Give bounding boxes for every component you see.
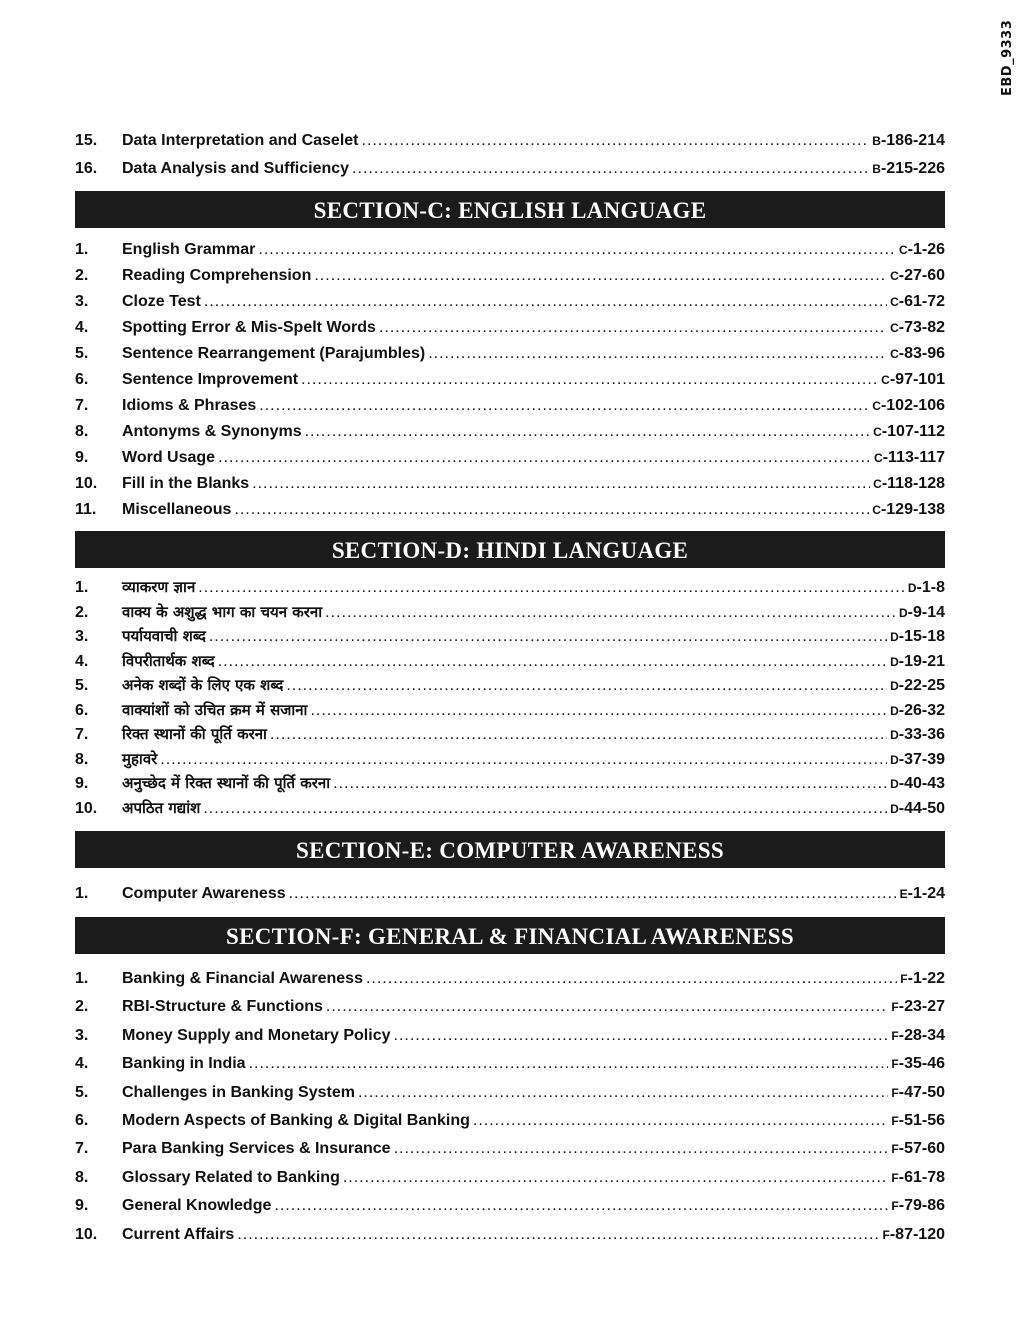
entry-pages xyxy=(890,341,945,367)
page-range: -9-14 xyxy=(907,603,945,621)
page-prefix: D xyxy=(898,605,908,620)
page-prefix: F xyxy=(891,1113,899,1128)
dot-leader xyxy=(218,445,871,471)
entry-number: 6. xyxy=(75,1111,89,1129)
page-range: -51-56 xyxy=(898,1111,945,1129)
dot-leader xyxy=(204,289,887,315)
page-range: -97-101 xyxy=(889,371,945,388)
toc-entry xyxy=(75,673,945,698)
entry-pages xyxy=(890,772,945,796)
page-range: -61-72 xyxy=(898,293,945,310)
toc-entry xyxy=(75,497,945,523)
dot-leader xyxy=(252,471,870,497)
page-prefix: D xyxy=(890,801,899,816)
dot-leader xyxy=(394,1022,889,1050)
toc-entry xyxy=(75,1164,945,1192)
dot-leader xyxy=(314,263,887,289)
section-d-list xyxy=(75,575,945,820)
page-range: -186-214 xyxy=(880,132,945,149)
entry-pages xyxy=(881,367,945,393)
entry-pages xyxy=(890,625,945,649)
toc-entry xyxy=(75,341,945,367)
page-range: -215-226 xyxy=(880,160,945,177)
page-range: -40-43 xyxy=(898,775,945,792)
entry-pages xyxy=(890,674,945,698)
entry-number: 1. xyxy=(75,579,89,596)
page-prefix: D xyxy=(890,728,899,742)
page-range: -118-128 xyxy=(881,475,945,492)
toc-entry xyxy=(75,263,945,289)
entry-title: अनेक शब्दों के लिए एक शब्द xyxy=(122,676,284,694)
entry-number: 3. xyxy=(75,293,89,310)
toc-entry xyxy=(75,155,945,183)
page-prefix: F xyxy=(882,1227,890,1242)
dot-leader xyxy=(352,155,869,183)
entry-pages xyxy=(883,1221,946,1249)
entry-title: रिक्त स्थानों की पूर्ति करना xyxy=(122,725,267,743)
entry-title: अनुच्छेद में रिक्त स्थानों की पूर्ति करना xyxy=(122,774,331,792)
page-prefix: C xyxy=(890,347,899,361)
entry-number: 2. xyxy=(75,267,89,284)
section-b-list xyxy=(75,127,945,183)
dot-leader xyxy=(209,625,887,649)
entry-title: मुहावरे xyxy=(122,749,158,768)
entry-title: पर्यायवाची शब्द xyxy=(122,627,206,645)
entry-title: Word Usage xyxy=(122,449,216,466)
entry-number: 16. xyxy=(75,160,98,177)
dot-leader xyxy=(473,1107,889,1135)
dot-leader xyxy=(218,650,887,674)
page-prefix: D xyxy=(907,581,917,595)
entry-pages xyxy=(900,965,945,993)
entry-pages xyxy=(890,748,945,772)
entry-title: RBI-Structure & Functions xyxy=(122,998,323,1016)
entry-number: 15. xyxy=(75,132,98,149)
page-prefix: D xyxy=(890,703,899,718)
entry-number: 10. xyxy=(75,475,98,492)
dot-leader xyxy=(379,315,887,341)
entry-title: Antonyms & Synonyms xyxy=(122,423,302,440)
page-range: -23-27 xyxy=(898,998,945,1016)
page-prefix: D xyxy=(890,654,899,669)
toc-entry xyxy=(75,127,945,155)
entry-number: 7. xyxy=(75,726,89,743)
entry-number: 8. xyxy=(75,750,89,768)
page-prefix: C xyxy=(890,269,899,283)
entry-title: English Grammar xyxy=(122,241,256,258)
entry-pages xyxy=(890,263,945,289)
toc-entry xyxy=(75,419,945,445)
entry-pages xyxy=(891,993,945,1021)
toc-entry xyxy=(75,771,945,796)
entry-title: Miscellaneous xyxy=(122,501,232,518)
entry-number: 5. xyxy=(75,1083,89,1101)
page-range: -37-39 xyxy=(898,750,945,768)
page-range: -73-82 xyxy=(898,319,945,336)
entry-pages xyxy=(872,393,945,419)
page-prefix: C xyxy=(873,425,882,439)
page-range: -57-60 xyxy=(898,1140,945,1158)
page-prefix: C xyxy=(873,477,882,491)
section-e-list xyxy=(75,880,945,908)
entry-number: 3. xyxy=(75,628,89,645)
entry-number: 10. xyxy=(75,1225,98,1243)
entry-pages xyxy=(873,471,945,497)
entry-number: 8. xyxy=(75,423,89,440)
entry-pages xyxy=(890,797,945,821)
toc-entry xyxy=(75,722,945,747)
entry-number: 9. xyxy=(75,1197,89,1215)
toc-entry xyxy=(75,600,945,625)
dot-leader xyxy=(289,880,897,908)
page-prefix: F xyxy=(891,1057,899,1072)
section-c-heading: SECTION-C: ENGLISH LANGUAGE xyxy=(75,191,945,228)
toc-entry xyxy=(75,965,945,993)
page-range: -129-138 xyxy=(880,501,945,518)
page-range: -33-36 xyxy=(898,726,945,743)
toc-entry xyxy=(75,1050,945,1078)
dot-leader xyxy=(234,497,869,523)
entry-title: Modern Aspects of Banking & Digital Banking xyxy=(122,1111,470,1129)
toc-entry xyxy=(75,575,945,600)
entry-pages xyxy=(890,699,945,723)
dot-leader xyxy=(325,601,896,625)
toc-entry xyxy=(75,993,945,1021)
page-prefix: B xyxy=(872,134,881,148)
toc-entry xyxy=(75,1135,945,1163)
entry-title: Idioms & Phrases xyxy=(122,397,257,414)
page-range: -26-32 xyxy=(898,701,945,719)
page-range: -27-60 xyxy=(898,267,945,284)
page-range: -83-96 xyxy=(898,345,945,362)
dot-leader xyxy=(274,1192,888,1220)
entry-title: Data Analysis and Sufficiency xyxy=(122,160,350,177)
page-range: -107-112 xyxy=(881,423,945,440)
toc-entry xyxy=(75,393,945,419)
section-f-heading: SECTION-F: GENERAL & FINANCIAL AWARENESS xyxy=(75,917,945,954)
entry-number: 7. xyxy=(75,397,89,414)
toc-entry xyxy=(75,471,945,497)
toc-entry xyxy=(75,445,945,471)
dot-leader xyxy=(259,393,869,419)
toc-entry xyxy=(75,1192,945,1220)
entry-title: Banking in India xyxy=(122,1055,246,1073)
entry-pages xyxy=(891,1022,945,1050)
page-range: -15-18 xyxy=(898,628,945,645)
toc-entry xyxy=(75,289,945,315)
entry-title: General Knowledge xyxy=(122,1197,272,1215)
entry-pages xyxy=(872,497,945,523)
entry-number: 5. xyxy=(75,677,89,694)
page-range: -87-120 xyxy=(889,1225,945,1243)
toc-entry xyxy=(75,1022,945,1050)
dot-leader xyxy=(237,1221,879,1249)
page-prefix: D xyxy=(890,630,899,644)
entry-number: 4. xyxy=(75,319,89,336)
section-d-heading: SECTION-D: HINDI LANGUAGE xyxy=(75,531,945,568)
page-range: -113-117 xyxy=(882,449,945,466)
toc-entry xyxy=(75,1221,945,1249)
dot-leader xyxy=(333,772,887,796)
entry-pages xyxy=(890,315,945,341)
entry-pages xyxy=(873,419,945,445)
entry-number: 4. xyxy=(75,652,89,670)
entry-title: विपरीतार्थक शब्द xyxy=(122,651,215,670)
section-f-list xyxy=(75,965,945,1249)
entry-title: Current Affairs xyxy=(122,1225,235,1243)
entry-title: वाक्य के अशुद्ध भाग का चयन करना xyxy=(122,602,323,621)
entry-pages xyxy=(891,1107,945,1135)
dot-leader xyxy=(249,1050,889,1078)
entry-pages xyxy=(891,1050,945,1078)
toc-entry xyxy=(75,315,945,341)
entry-pages xyxy=(899,237,945,263)
page-range: -19-21 xyxy=(898,652,945,670)
dot-leader xyxy=(343,1164,889,1192)
dot-leader xyxy=(362,127,870,155)
page-range: -44-50 xyxy=(898,799,945,817)
page-prefix: F xyxy=(891,1170,899,1185)
page-range: -1-8 xyxy=(916,579,945,596)
entry-title: Money Supply and Monetary Policy xyxy=(122,1026,391,1044)
dot-leader xyxy=(428,341,887,367)
page-prefix: F xyxy=(891,1000,899,1015)
entry-number: 2. xyxy=(75,603,89,621)
dot-leader xyxy=(203,797,887,821)
page-range: -1-22 xyxy=(907,970,945,987)
entry-pages xyxy=(908,576,945,600)
entry-title: Challenges in Banking System xyxy=(122,1083,355,1101)
page-range: -47-50 xyxy=(898,1083,945,1101)
page-prefix: D xyxy=(890,777,899,791)
toc-entry xyxy=(75,796,945,821)
dot-leader xyxy=(270,723,887,747)
entry-number: 2. xyxy=(75,998,89,1016)
entry-number: 6. xyxy=(75,371,89,388)
page-prefix: B xyxy=(872,162,881,176)
page-prefix: D xyxy=(890,679,899,693)
page-prefix: E xyxy=(899,887,908,901)
entry-title: अपठित गद्यांश xyxy=(122,798,201,817)
entry-title: Glossary Related to Banking xyxy=(122,1168,340,1186)
entry-number: 8. xyxy=(75,1168,89,1186)
entry-pages xyxy=(899,601,945,625)
page-prefix: F xyxy=(891,1199,899,1214)
page-prefix: C xyxy=(874,451,883,465)
entry-title: Fill in the Blanks xyxy=(122,475,250,492)
entry-pages xyxy=(872,127,945,155)
page-range: -28-34 xyxy=(898,1026,945,1044)
entry-title: Computer Awareness xyxy=(122,885,286,902)
entry-number: 11. xyxy=(75,501,97,518)
entry-pages xyxy=(890,289,945,315)
page-prefix: C xyxy=(872,399,881,413)
dot-leader xyxy=(310,699,887,723)
dot-leader xyxy=(358,1079,888,1107)
entry-number: 1. xyxy=(75,970,89,987)
dot-leader xyxy=(160,748,887,772)
page-prefix: C xyxy=(872,503,881,517)
page-prefix: F xyxy=(900,972,908,986)
entry-title: Reading Comprehension xyxy=(122,267,312,284)
page-range: -22-25 xyxy=(898,677,945,694)
entry-number: 9. xyxy=(75,449,89,466)
page-prefix: F xyxy=(891,1085,899,1100)
toc-entry xyxy=(75,1079,945,1107)
entry-number: 1. xyxy=(75,241,89,258)
entry-pages xyxy=(872,155,945,183)
entry-title: Sentence Improvement xyxy=(122,371,299,388)
toc-entry xyxy=(75,367,945,393)
entry-number: 10. xyxy=(75,799,98,817)
page-range: -1-26 xyxy=(907,241,945,258)
entry-pages xyxy=(890,650,945,674)
toc-entry xyxy=(75,649,945,674)
entry-title: वाक्यांशों को उचित क्रम में सजाना xyxy=(122,700,308,719)
toc-entry xyxy=(75,747,945,772)
book-code: EBD_9333 xyxy=(1000,19,1015,96)
toc-entry xyxy=(75,1107,945,1135)
entry-title: Sentence Rearrangement (Parajumbles) xyxy=(122,345,426,362)
page-prefix: F xyxy=(891,1142,899,1157)
page-range: -61-78 xyxy=(898,1168,945,1186)
page-prefix: C xyxy=(881,373,890,387)
page-prefix: F xyxy=(891,1028,899,1043)
entry-pages xyxy=(900,880,945,908)
dot-leader xyxy=(258,237,896,263)
dot-leader xyxy=(326,993,889,1021)
page-range: -79-86 xyxy=(898,1197,945,1215)
entry-title: व्याकरण ज्ञान xyxy=(122,578,196,596)
entry-title: Para Banking Services & Insurance xyxy=(122,1140,391,1158)
page-prefix: C xyxy=(898,243,908,257)
entry-number: 6. xyxy=(75,701,89,719)
dot-leader xyxy=(286,674,887,698)
entry-number: 7. xyxy=(75,1140,89,1158)
toc-entry xyxy=(75,624,945,649)
entry-number: 9. xyxy=(75,775,89,792)
dot-leader xyxy=(198,576,905,600)
entry-number: 4. xyxy=(75,1055,89,1073)
dot-leader xyxy=(366,965,897,993)
toc-entry xyxy=(75,880,945,908)
entry-title: Spotting Error & Mis-Spelt Words xyxy=(122,319,376,336)
section-e-heading: SECTION-E: COMPUTER AWARENESS xyxy=(75,831,945,868)
dot-leader xyxy=(394,1135,889,1163)
entry-pages xyxy=(874,445,945,471)
page-range: -102-106 xyxy=(880,397,945,414)
toc-entry xyxy=(75,237,945,263)
entry-pages xyxy=(891,1079,945,1107)
entry-number: 5. xyxy=(75,345,89,362)
page-prefix: C xyxy=(890,295,899,309)
page-prefix: C xyxy=(890,321,899,335)
entry-pages xyxy=(891,1192,945,1220)
toc-entry xyxy=(75,698,945,723)
entry-pages xyxy=(890,723,945,747)
page-range: -1-24 xyxy=(907,885,945,902)
dot-leader xyxy=(305,419,871,445)
entry-number: 3. xyxy=(75,1026,89,1044)
page-prefix: D xyxy=(890,752,899,767)
entry-title: Banking & Financial Awareness xyxy=(122,970,363,987)
dot-leader xyxy=(301,367,878,393)
entry-number: 1. xyxy=(75,885,89,902)
page-range: -35-46 xyxy=(898,1055,945,1073)
entry-pages xyxy=(891,1135,945,1163)
entry-title: Data Interpretation and Caselet xyxy=(122,132,359,149)
entry-pages xyxy=(891,1164,945,1192)
section-c-list xyxy=(75,237,945,523)
entry-title: Cloze Test xyxy=(122,293,201,310)
